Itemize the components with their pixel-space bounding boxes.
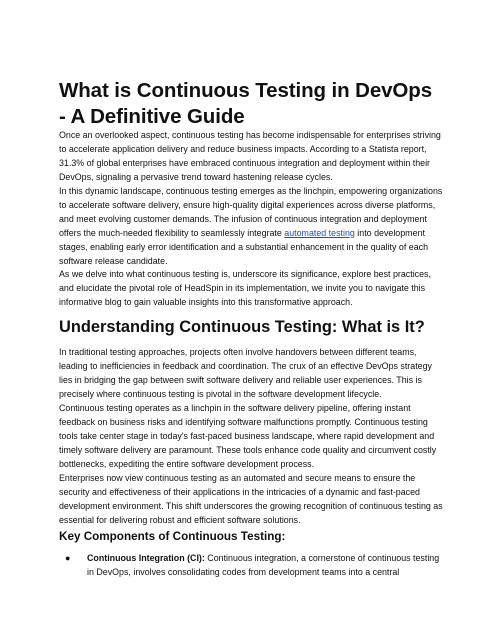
section1-paragraph-3: Enterprises now view continuous testing as an automated and secure means to ensure the security and effectiveness of their applications in the intricacies of a dynamic and fast-paced development environment. This shift underscores the growing recognition of continuous testing as essential for delivering robust and efficient software solutions. (59, 473, 443, 525)
automated-testing-link[interactable]: automated testing (284, 227, 355, 238)
bullet-description: Continuous integration, a cornerstone of continuous testing in DevOps, involves consolidating codes from development teams into a central (87, 553, 440, 577)
intro-paragraph-2 (59, 185, 444, 268)
article-title: What is Continuous Testing in DevOps - A Definitive Guide (59, 79, 432, 128)
intro-paragraph-2-text-start: In this dynamic landscape, continuous testing emerges as the linchpin, empowering organizations to accelerate software delivery, ensure high-quality digital experiences across diverse platforms, and meet evolving customer demands. The infusion of continuous integration and deployment offers the much-needed flexibility to seamlessly integrate (59, 186, 443, 238)
intro-paragraph-1: Once an overlooked aspect, continuous testing has become indispensable for enterprises striving to accelerate application delivery and reduce business impacts. According to a Statista report, 31.3% of global enterprises have embraced continuous integration and deployment within their DevOps, signaling a pervasive trend toward hastening release cycles. (59, 130, 441, 182)
intro-paragraph-3: As we delve into what continuous testing is, underscore its significance, explore best practices, and elucidate the pivotal role of HeadSpin in its implementation, we invite you to navigate this informative blog to gain valuable insights into this transformative approach. (59, 269, 431, 307)
section1-paragraph-2: Continuous testing operates as a linchpin in the software delivery pipeline, offering instant feedback on business risks and identifying software malfunctions promptly. Continuous testing tools take center stage in today's fast-paced business landscape, where rapid development and timely software delivery are paramount. These tools enhance code quality and circumvent costly bottlenecks, expediting the entire software development process. (59, 403, 437, 469)
section-heading-understanding: Understanding Continuous Testing: What is It? (59, 318, 425, 336)
intro-paragraph-2-text-end: into development stages, enabling early error identification and a substantial enhancement in the quality of each software release candidate. (59, 227, 429, 266)
section1-paragraph-1: In traditional testing approaches, projects often involve handovers between different teams, leading to inefficiencies in feedback and coordination. The crux of an effective DevOps strategy lies in bridging the gap between swift software delivery and reliable user experiences. This is precisely where continuous testing is pivotal in the software development lifecycle. (59, 347, 432, 399)
section-heading-key-components: Key Components of Continuous Testing: (59, 530, 286, 543)
bullet-marker: ● (65, 553, 71, 563)
bullet-text (87, 552, 444, 580)
bullet-term: Continuous Integration (CI): (87, 553, 205, 563)
